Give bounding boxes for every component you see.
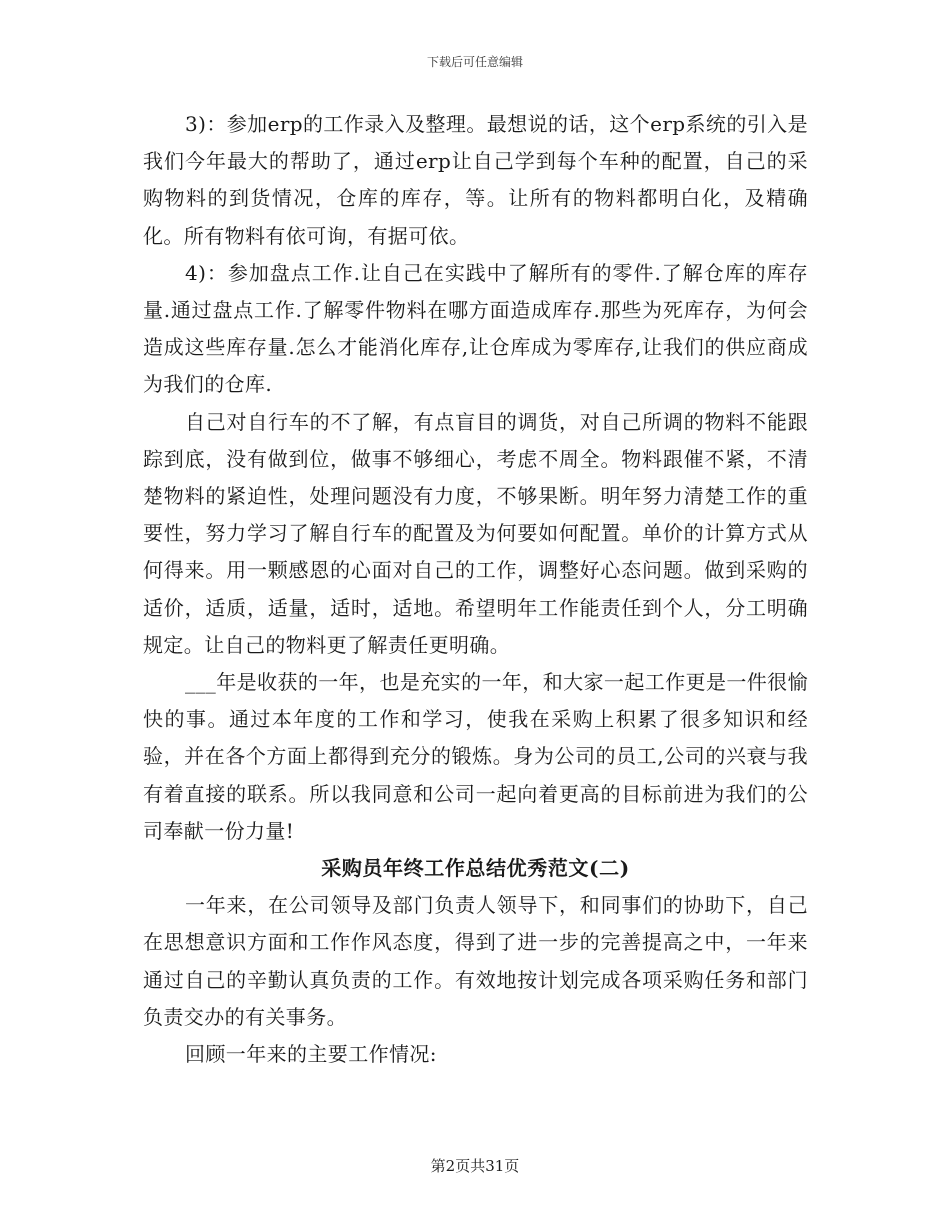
paragraph-intro: 一年来，在公司领导及部门负责人领导下，和同事们的协助下，自己在思想意识方面和工作作风态度，得到了进一步的完善提高之中，一年来通过自己的辛勤认真负责的工作。有效地按计划完成各项采购任务和部门负责交办的有关事务。	[143, 893, 808, 1029]
document-body	[143, 106, 808, 1073]
paragraph-inventory: 4)：参加盘点工作.让自己在实践中了解所有的零件.了解仓库的库存量.通过盘点工作.了解零件物料在哪方面造成库存.那些为死库存，为何会造成这些库存量.怎么才能消化库存,让仓库成为零库存,让我们的供应商成为我们的仓库.	[143, 260, 808, 397]
paragraph-self-review: 自己对自行车的不了解，有点盲目的调货，对自己所调的物料不能跟踪到底，没有做到位，做事不够细心，考虑不周全。物料跟催不紧，不清楚物料的紧迫性，处理问题没有力度，不够果断。明年努力清楚工作的重要性，努力学习了解自行车的配置及为何要如何配置。单价的计算方式从何得来。用一颗感恩的心面对自己的工作，调整好心态问题。做到采购的适价，适质，适量，适时，适地。希望明年工作能责任到个人，分工明确规定。让自己的物料更了解责任更明确。	[143, 409, 808, 657]
page-number: 第2页共31页	[430, 1157, 520, 1175]
page-header: 下载后可任意编辑	[426, 55, 523, 69]
section-heading: 采购员年终工作总结优秀范文(二)	[321, 856, 630, 881]
paragraph-review-lead: 回顾一年来的主要工作情况:	[185, 1042, 437, 1067]
paragraph-year-summary: ___年是收获的一年，也是充实的一年，和大家一起工作更是一件很愉快的事。通过本年度的工作和学习，使我在采购上积累了很多知识和经验，并在各个方面上都得到充分的锻炼。身为公司的员工,公司的兴衰与我有着直接的联系。所以我同意和公司一起向着更高的目标前进为我们的公司奉献一份力量!	[143, 670, 808, 843]
paragraph-erp: 3)：参加erp的工作录入及整理。最想说的话，这个erp系统的引入是我们今年最大的帮助了，通过erp让自己学到每个车种的配置，自己的采购物料的到货情况，仓库的库存，等。让所有的物料都明白化，及精确化。所有物料有依可询，有据可依。	[143, 112, 808, 248]
